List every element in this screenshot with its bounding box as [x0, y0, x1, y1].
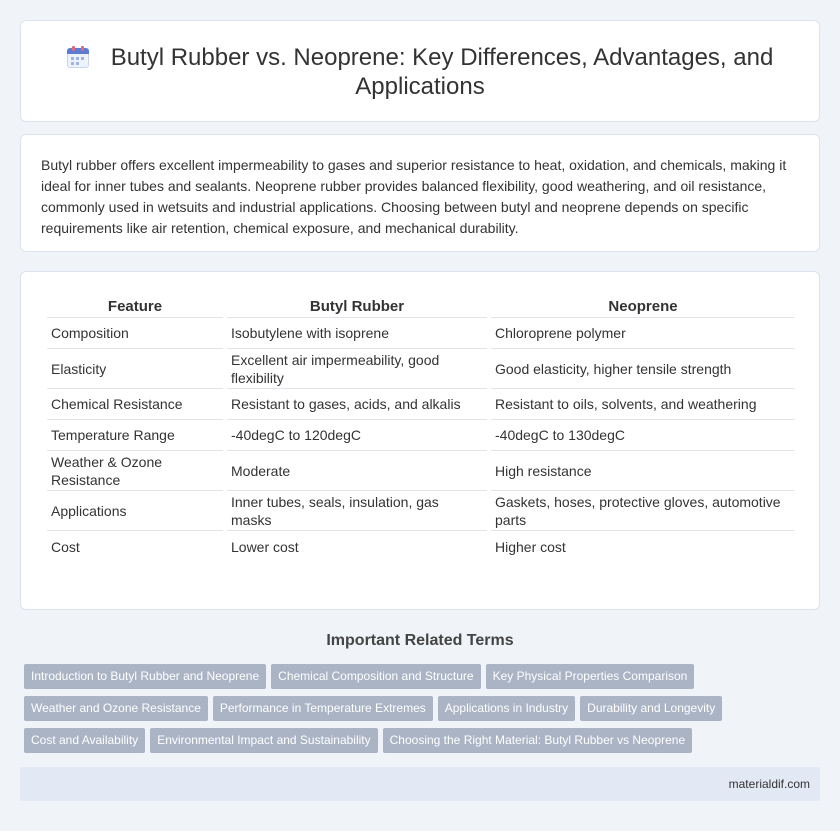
footer-site[interactable]: materialdif.com [728, 777, 810, 791]
neoprene-cell: High resistance [491, 451, 795, 491]
butyl-cell: Isobutylene with isoprene [227, 318, 487, 349]
calendar-icon [67, 46, 89, 68]
feature-cell: Cost [51, 538, 80, 555]
tag-temperature-extremes[interactable]: Performance in Temperature Extremes [213, 696, 433, 721]
title-card [20, 20, 820, 122]
table-row [47, 349, 795, 389]
table-row [47, 491, 795, 531]
tag-applications[interactable]: Applications in Industry [438, 696, 575, 721]
header-butyl-rubber: Butyl Rubber [227, 296, 487, 318]
related-terms-list [24, 664, 824, 760]
feature-cell: Temperature Range [47, 420, 223, 451]
footer [20, 767, 820, 801]
neoprene-cell: Gaskets, hoses, protective gloves, automotive parts [491, 491, 795, 531]
feature-cell: Weather & Ozone Resistance [47, 451, 223, 491]
neoprene-cell: Chloroprene polymer [491, 318, 795, 349]
related-terms-title: Important Related Terms [326, 632, 514, 649]
feature-cell: Applications [47, 491, 223, 531]
comparison-card [20, 271, 820, 610]
tag-weather-ozone[interactable]: Weather and Ozone Resistance [24, 696, 208, 721]
feature-cell: Elasticity [47, 349, 223, 389]
butyl-cell: Moderate [227, 451, 487, 491]
comparison-table [43, 296, 799, 562]
tag-chemical-composition[interactable]: Chemical Composition and Structure [271, 664, 480, 689]
table-row [47, 451, 795, 491]
tag-physical-properties[interactable]: Key Physical Properties Comparison [486, 664, 695, 689]
table-row [47, 531, 795, 562]
intro-card [20, 134, 820, 252]
table-row [47, 389, 795, 420]
tag-cost[interactable]: Cost and Availability [24, 728, 145, 753]
table-row [47, 420, 795, 451]
intro-paragraph: Butyl rubber offers excellent impermeability to gases and superior resistance to heat, oxidation, and chemicals, making it ideal for inner tubes and sealants. Neoprene rubber provides balanced flexibility, good weathering, and oil resistance, commonly used in wetsuits and industrial applications. Choosing between butyl and neoprene depends on specific requirements like air retention, chemical exposure, and mechanical durability. [41, 157, 787, 236]
neoprene-cell: Higher cost [495, 538, 566, 555]
header-neoprene: Neoprene [491, 296, 795, 318]
tag-choosing-material[interactable]: Choosing the Right Material: Butyl Rubber vs Neoprene [383, 728, 693, 753]
feature-cell: Chemical Resistance [47, 389, 223, 420]
page-title [61, 43, 779, 101]
butyl-cell: -40degC to 120degC [227, 420, 487, 451]
tag-environmental-impact[interactable]: Environmental Impact and Sustainability [150, 728, 377, 753]
butyl-cell: Excellent air impermeability, good flexibility [227, 349, 487, 389]
tag-introduction[interactable]: Introduction to Butyl Rubber and Neoprene [24, 664, 266, 689]
butyl-cell: Lower cost [231, 538, 299, 555]
neoprene-cell: Resistant to oils, solvents, and weathering [491, 389, 795, 420]
table-header-row [47, 296, 795, 318]
table-row [47, 318, 795, 349]
butyl-cell: Resistant to gases, acids, and alkalis [227, 389, 487, 420]
butyl-cell: Inner tubes, seals, insulation, gas masks [227, 491, 487, 531]
feature-cell: Composition [47, 318, 223, 349]
header-feature: Feature [47, 296, 223, 318]
tag-durability[interactable]: Durability and Longevity [580, 696, 722, 721]
page-title-text: Butyl Rubber vs. Neoprene: Key Differences, Advantages, and Applications [110, 44, 774, 100]
neoprene-cell: -40degC to 130degC [491, 420, 795, 451]
neoprene-cell: Good elasticity, higher tensile strength [491, 349, 795, 389]
